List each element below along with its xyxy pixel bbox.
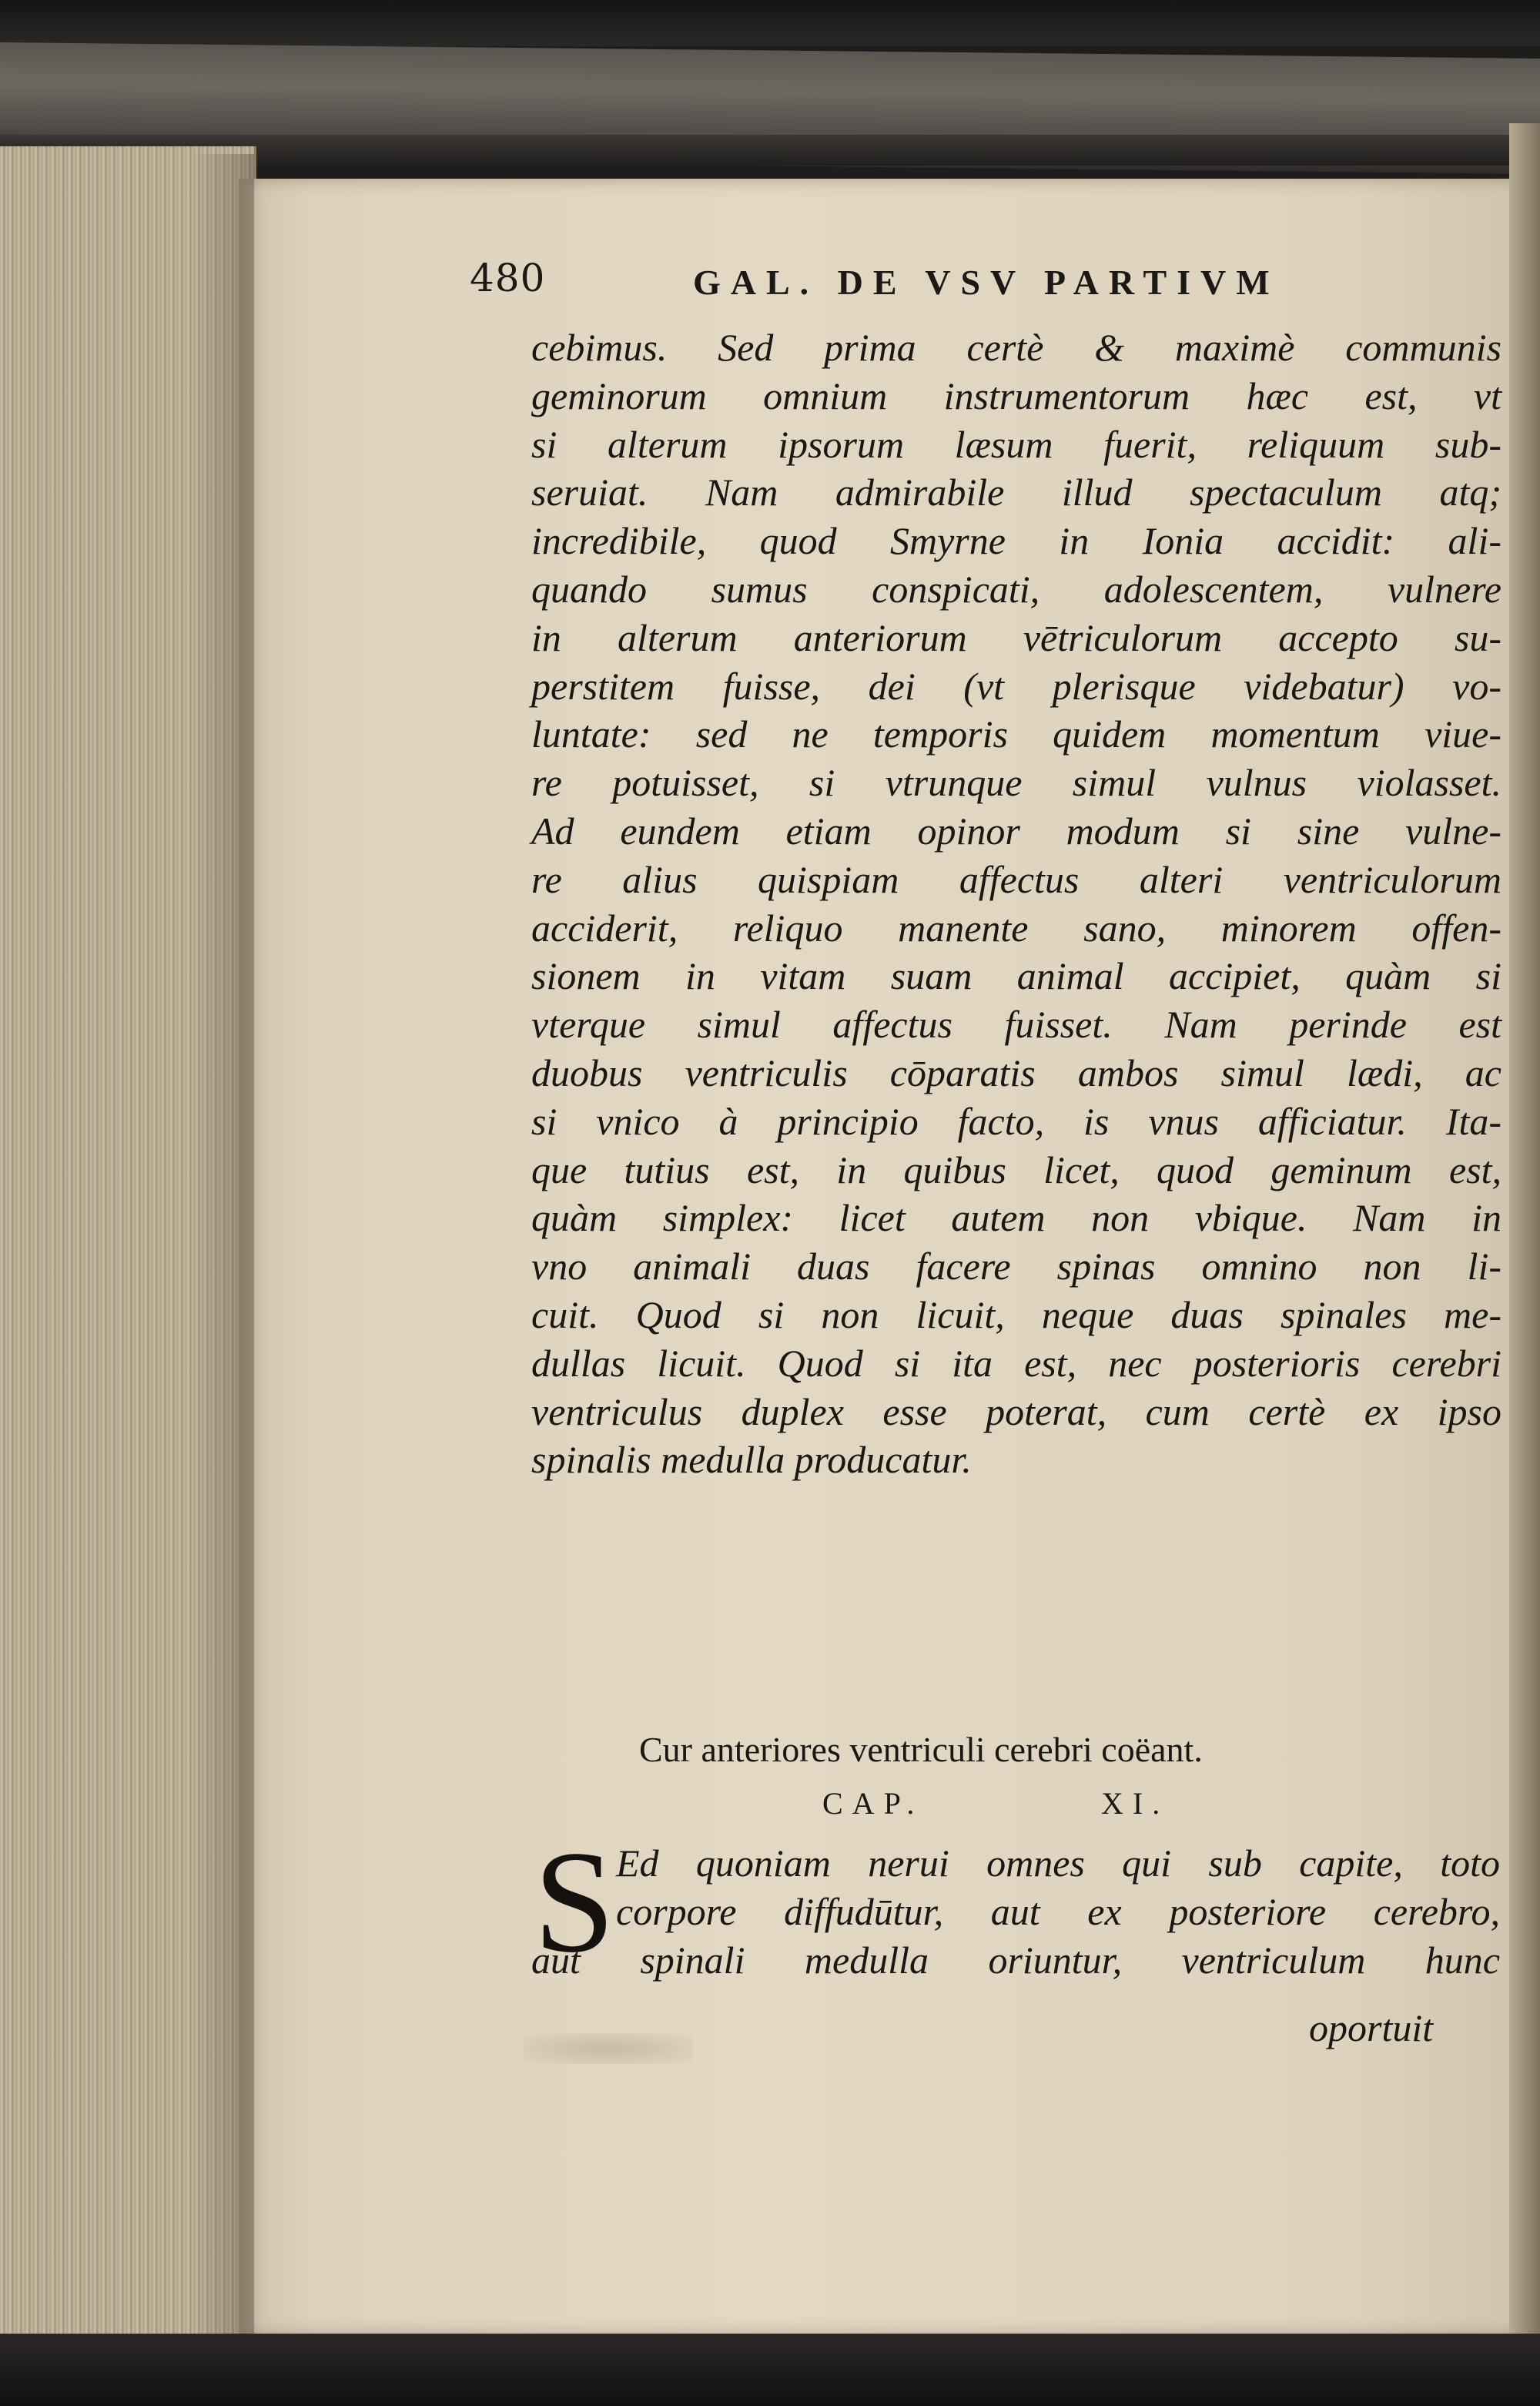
text-line: quàm simplex: licet autem non vbique. Nam in — [531, 1196, 1502, 1240]
text-line: si alterum ipsorum læsum fuerit, reliquum sub- — [531, 422, 1502, 466]
text-line: geminorum omnium instrumentorum hæc est, vt — [531, 374, 1502, 417]
text-line: quando sumus conspicati, adolescentem, vulnere — [531, 567, 1502, 611]
drop-cap: S — [534, 1821, 615, 1983]
text-line: vno animali duas facere spinas omnino non li- — [531, 1245, 1502, 1288]
running-head — [470, 256, 1378, 310]
page-number: 480 — [470, 256, 546, 300]
text-line: corpore diffudūtur, aut ex posteriore cerebro, — [616, 1889, 1500, 1933]
text-line: sionem in vitam suam animal accipiet, quàm si — [531, 954, 1502, 998]
text-line: cebimus. Sed prima certè & maximè communis — [531, 326, 1502, 369]
chapter-number: XI. — [1101, 1786, 1170, 1821]
catchword: oportuit — [1309, 2006, 1434, 2049]
text-line: luntate: sed ne temporis quidem momentum viue- — [531, 712, 1502, 756]
dark-background-top — [0, 0, 1540, 46]
chapter-text — [531, 1936, 1500, 1985]
text-line: seruiat. Nam admirabile illud spectaculum atq; — [531, 471, 1502, 514]
text-line: ventriculus duplex esse poterat, cum certè ex ipso — [531, 1389, 1502, 1433]
text-line: cuit. Quod si non licuit, neque duas spinales me- — [531, 1292, 1502, 1336]
text-line: spinalis medulla producatur. — [531, 1438, 972, 1482]
text-line: re alius quispiam affectus alteri ventriculorum — [531, 857, 1502, 901]
text-line: dullas licuit. Quod si ita est, nec posterioris cerebri — [531, 1341, 1502, 1385]
text-line: perstitem fuisse, dei (vt plerisque videbatur) vo- — [531, 664, 1502, 708]
text-line: Ad eundem etiam opinor modum si sine vulne- — [531, 809, 1502, 853]
text-line: que tutius est, in quibus licet, quod geminum est, — [531, 1148, 1502, 1191]
text-line: re potuisset, si vtrunque simul vulnus violasset. — [531, 761, 1502, 805]
text-line: acciderit, reliquo manente sano, minorem offen- — [531, 906, 1502, 950]
ink-show-through — [524, 2033, 693, 2064]
dark-background-bottom — [0, 2334, 1540, 2406]
chapter-label: CAP. — [822, 1786, 924, 1821]
page-right-edge — [1509, 123, 1540, 2341]
gutter-shadow — [192, 154, 254, 2341]
body-text — [531, 323, 1502, 1484]
text-line: Ed quoniam nerui omnes qui sub capite, toto — [616, 1841, 1500, 1885]
text-line: si vnico à principio facto, is vnus afficiatur. Ita- — [531, 1099, 1502, 1143]
chapter-text-indented — [616, 1839, 1500, 1936]
text-line: duobus ventriculis cōparatis ambos simul lædi, ac — [531, 1051, 1502, 1094]
text-line: in alterum anteriorum vētriculorum accepto su- — [531, 615, 1502, 659]
running-title: GAL. DE VSV PARTIVM — [693, 263, 1280, 302]
text-line: aut spinali medulla oriuntur, ventriculum hunc — [531, 1939, 1500, 1982]
text-line: incredibile, quod Smyrne in Ionia accidit: ali- — [531, 519, 1502, 563]
text-line: vterque simul affectus fuisset. Nam perinde est — [531, 1003, 1502, 1047]
chapter-title: Cur anteriores ventriculi cerebri coëant. — [639, 1730, 1203, 1769]
